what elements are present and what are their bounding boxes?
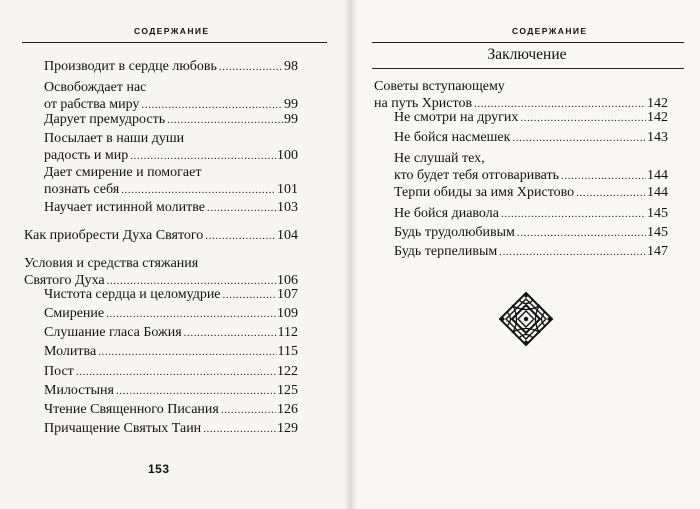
dot-leader (576, 185, 646, 202)
dot-leader (223, 287, 276, 304)
toc-entry (24, 227, 298, 245)
toc-page-number: 142 (647, 110, 668, 125)
dot-leader (501, 206, 646, 223)
toc-entry (44, 305, 298, 323)
toc-page-number: 101 (277, 182, 298, 197)
toc-entry (44, 164, 298, 199)
toc-entry-title: Не слушай тех, (394, 151, 485, 166)
toc-page-number: 100 (277, 148, 298, 163)
toc-entry-title: Дает смирение и помогает (44, 165, 202, 180)
toc-page-number: 112 (277, 325, 298, 340)
toc-page-number: 144 (647, 168, 668, 183)
dot-leader (184, 325, 277, 342)
toc-page-number: 145 (647, 225, 668, 240)
dot-leader (203, 421, 276, 438)
celtic-knot-ornament-icon (498, 291, 554, 347)
toc-entry (24, 255, 298, 290)
toc-entry-title: Пост (44, 364, 74, 379)
toc-entry-title: Молитва (44, 344, 97, 359)
dot-leader (221, 402, 276, 419)
toc-entry-title: Научает истинной молитве (44, 200, 206, 215)
dot-leader (167, 112, 283, 129)
toc-entry (44, 130, 298, 165)
toc-entry-title: Не смотри на других (394, 110, 519, 125)
dot-leader (561, 168, 646, 185)
toc-entry-title: Причащение Святых Таин (44, 421, 202, 436)
toc-entry-title: Не бойся диавола (394, 206, 499, 221)
toc-entry (394, 184, 668, 202)
toc-entry-title: познать себя (44, 182, 120, 197)
toc-entry-title: Освобождает нас (44, 80, 147, 95)
dot-leader (219, 59, 283, 76)
toc-page-number: 99 (284, 112, 298, 127)
toc-entry-title: Посылает в наши души (44, 131, 185, 146)
toc-entry-title: радость и мир (44, 148, 129, 163)
toc-entry-title: Терпи обиды за имя Христово (394, 185, 575, 200)
dot-leader (121, 182, 276, 199)
toc-entry (44, 58, 298, 76)
toc-entry-title: Святого Духа (24, 273, 105, 288)
toc-entry (44, 324, 298, 342)
toc-page-number: 106 (277, 273, 298, 288)
dot-leader (98, 344, 276, 361)
toc-entry (374, 78, 668, 113)
toc-entry-title: Чистота сердца и целомудрие (44, 287, 221, 302)
toc-entry-title: на путь Христов (374, 96, 473, 111)
toc-entry (394, 243, 668, 261)
toc-page-number: 142 (647, 96, 668, 111)
dot-leader (106, 306, 276, 323)
header-rule (22, 42, 327, 43)
toc-entry-title: Советы вступающему (374, 79, 505, 94)
toc-entry (44, 79, 298, 114)
toc-entry (394, 129, 668, 147)
toc-entry (44, 401, 298, 419)
right-page (350, 0, 700, 509)
dot-leader (130, 148, 276, 165)
dot-leader (207, 200, 276, 217)
toc-page-number: 144 (647, 185, 668, 200)
dot-leader (520, 110, 646, 127)
toc-page-number: 122 (277, 364, 298, 379)
dot-leader (116, 383, 276, 400)
dot-leader (512, 130, 646, 147)
toc-entry-title: кто будет тебя отговаривать (394, 168, 559, 183)
running-head: СОДЕРЖАНИЕ (134, 26, 210, 36)
toc-entry (394, 224, 668, 242)
book-gutter (344, 0, 358, 509)
toc-page-number: 115 (277, 344, 298, 359)
toc-page-number: 99 (284, 97, 298, 112)
header-rule (372, 42, 684, 43)
toc-entry (44, 382, 298, 400)
toc-entry-title: Милостыня (44, 383, 114, 398)
toc-entry (394, 150, 668, 185)
running-head: СОДЕРЖАНИЕ (512, 26, 588, 36)
toc-page-number: 103 (277, 200, 298, 215)
dot-leader (517, 225, 646, 242)
toc-entry (44, 420, 298, 438)
toc-entry-title: Как приобрести Духа Святого (24, 228, 204, 243)
dot-leader (499, 244, 646, 261)
toc-page-number: 145 (647, 206, 668, 221)
toc-entry (44, 343, 298, 361)
heading-rule (372, 68, 684, 69)
toc-entry (44, 363, 298, 381)
toc-page-number: 147 (647, 244, 668, 259)
toc-entry-title: Не бойся насмешек (394, 130, 511, 145)
toc-entry-title: Чтение Священного Писания (44, 402, 219, 417)
toc-entry (44, 111, 298, 129)
toc-entry-title: Будь трудолюбивым (394, 225, 515, 240)
dot-leader (205, 228, 276, 245)
toc-entry (44, 199, 298, 217)
toc-page-number: 104 (277, 228, 298, 243)
section-heading: Заключение (487, 46, 567, 63)
toc-page-number: 125 (277, 383, 298, 398)
toc-entry-title: Смирение (44, 306, 105, 321)
toc-entry-title: Слушание гласа Божия (44, 325, 182, 340)
toc-entry-title: Производит в сердце любовь (44, 59, 217, 74)
toc-page-number: 143 (647, 130, 668, 145)
page-number: 153 (148, 462, 170, 476)
toc-entry (44, 286, 298, 304)
toc-page-number: 107 (277, 287, 298, 302)
toc-page-number: 109 (277, 306, 298, 321)
dot-leader (76, 364, 276, 381)
toc-entry-title: Будь терпеливым (394, 244, 498, 259)
toc-page-number: 126 (277, 402, 298, 417)
toc-entry (394, 205, 668, 223)
toc-entry-title: Дарует премудрость (44, 112, 166, 127)
toc-entry-title: от рабства миру (44, 97, 140, 112)
toc-page-number: 129 (277, 421, 298, 436)
toc-entry-title: Условия и средства стяжания (24, 256, 199, 271)
toc-page-number: 98 (284, 59, 298, 74)
toc-entry (394, 109, 668, 127)
